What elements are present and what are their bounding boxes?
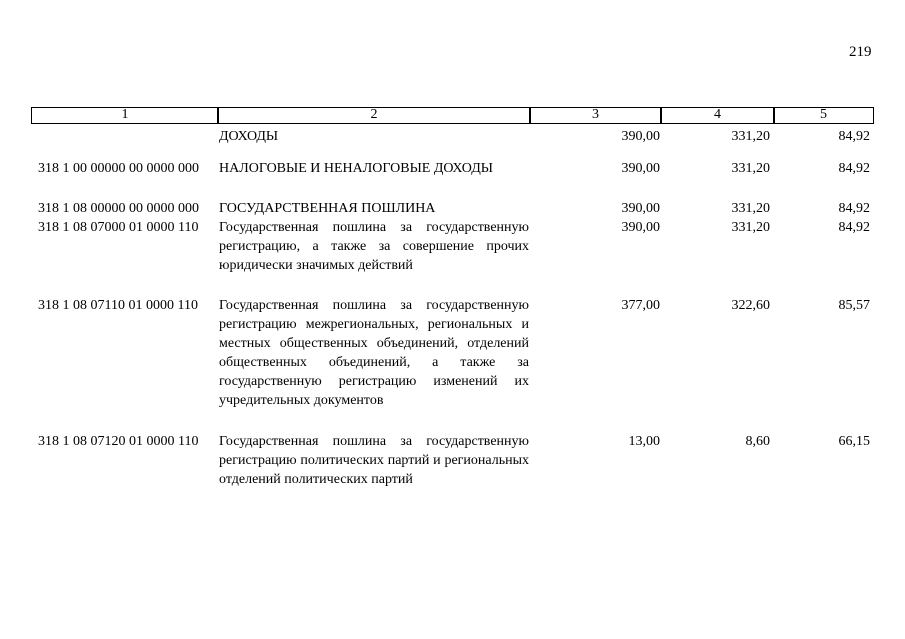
row-name: Государственная пошлина за государственную регистрацию политических партий и региональных отделений политических партий	[219, 434, 529, 487]
row-col4: 331,20	[731, 220, 770, 235]
row-col5: 84,92	[838, 220, 870, 235]
row-name: Государственная пошлина за государственную регистрацию межрегиональных, региональных и местных общественных объединений, отделений общественных объединений, а также за государственную регистрацию изменений их учредительных документов	[219, 298, 529, 408]
row-col4: 331,20	[731, 201, 770, 216]
row-col5: 85,57	[838, 298, 870, 313]
row-name: ГОСУДАРСТВЕННАЯ ПОШЛИНА	[219, 201, 436, 216]
header-col-1: 1	[31, 107, 219, 124]
header-col-4: 4	[660, 107, 775, 124]
row-col3: 390,00	[621, 129, 660, 144]
row-col3: 390,00	[621, 201, 660, 216]
row-col4: 322,60	[731, 298, 770, 313]
header-col-5: 5	[773, 107, 874, 124]
row-col5: 84,92	[838, 129, 870, 144]
row-name: ДОХОДЫ	[219, 129, 279, 144]
row-col3: 390,00	[621, 161, 660, 176]
row-col5: 84,92	[838, 201, 870, 216]
row-col4: 8,60	[745, 434, 770, 449]
row-code: 318 1 08 07120 01 0000 110	[38, 434, 199, 449]
row-code: 318 1 00 00000 00 0000 000	[38, 161, 199, 176]
page-number: 219	[849, 44, 872, 60]
row-col4: 331,20	[731, 129, 770, 144]
row-col5: 84,92	[838, 161, 870, 176]
header-col-3: 3	[529, 107, 662, 124]
row-code: 318 1 08 07110 01 0000 110	[38, 298, 198, 313]
row-name: НАЛОГОВЫЕ И НЕНАЛОГОВЫЕ ДОХОДЫ	[219, 161, 493, 176]
row-code: 318 1 08 07000 01 0000 110	[38, 220, 199, 235]
header-col-2: 2	[217, 107, 531, 124]
row-name: Государственная пошлина за государственную регистрацию, а также за совершение прочих юридически значимых действий	[219, 220, 529, 273]
row-col3: 390,00	[621, 220, 660, 235]
row-col4: 331,20	[731, 161, 770, 176]
row-col5: 66,15	[838, 434, 870, 449]
row-code: 318 1 08 00000 00 0000 000	[38, 201, 199, 216]
row-col3: 13,00	[628, 434, 660, 449]
row-col3: 377,00	[621, 298, 660, 313]
